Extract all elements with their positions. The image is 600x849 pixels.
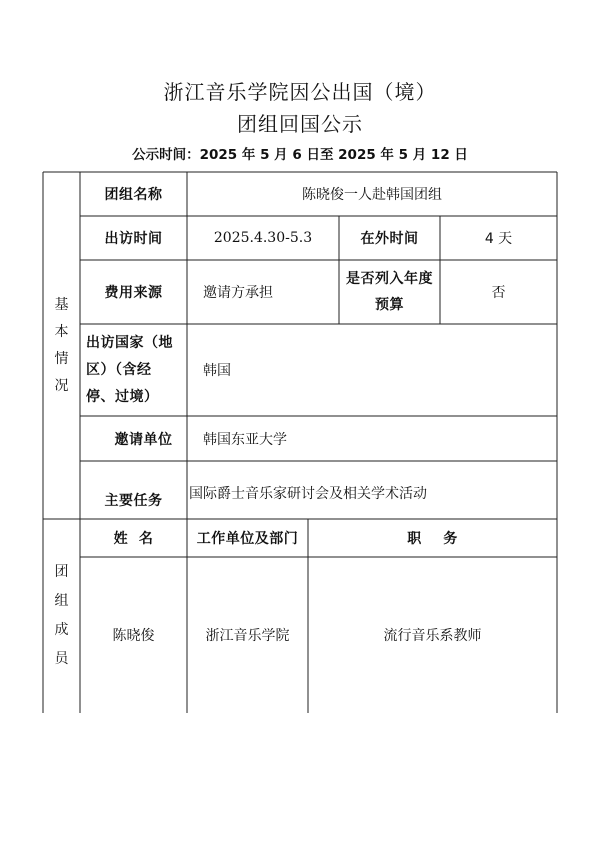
member-header-name: 姓 名 xyxy=(113,531,154,547)
task-value: 国际爵士音乐家研讨会及相关学术活动 xyxy=(189,486,427,502)
section-char: 成 xyxy=(54,622,69,638)
section-char: 团 xyxy=(54,564,69,580)
section-char: 况 xyxy=(54,377,69,394)
member-unit: 浙江音乐学院 xyxy=(205,628,290,644)
budget-label xyxy=(339,260,440,324)
member-header-position: 职 务 xyxy=(407,531,458,547)
inviter-value: 韩国东亚大学 xyxy=(203,431,287,448)
section-char: 员 xyxy=(54,651,69,667)
abroad-time-label: 在外时间 xyxy=(360,231,419,247)
section-char: 基 xyxy=(54,296,69,313)
cost-source-label: 费用来源 xyxy=(104,285,163,301)
country-label xyxy=(80,324,187,416)
member-name: 陈晓俊 xyxy=(112,628,155,644)
group-name-label: 团组名称 xyxy=(104,187,163,203)
country-label-line2: 区）（含经 xyxy=(86,361,152,378)
country-label-line1: 出访国家（地 xyxy=(86,334,173,351)
visit-time-label: 出访时间 xyxy=(104,231,163,247)
section-char: 组 xyxy=(54,593,69,609)
task-label: 主要任务 xyxy=(104,492,163,509)
page-title-line2: 团组回国公示 xyxy=(237,112,363,136)
country-value: 韩国 xyxy=(203,363,231,379)
section-char: 情 xyxy=(54,350,69,367)
visit-time-value: 2025.4.30-5.3 xyxy=(213,230,313,246)
cost-source-value: 邀请方承担 xyxy=(203,285,273,301)
publish-time: 公示时间：2025 年 5 月 6 日至 2025 年 5 月 12 日 xyxy=(132,147,468,163)
country-label-line3: 停、过境） xyxy=(86,388,159,405)
section-label-members xyxy=(43,519,80,713)
group-name-value: 陈晓俊一人赴韩国团组 xyxy=(302,187,442,203)
section-char: 本 xyxy=(54,323,69,340)
budget-label-line1: 是否列入年度 xyxy=(346,271,433,287)
page-title-line1: 浙江音乐学院因公出国（境） xyxy=(163,80,437,104)
budget-value: 否 xyxy=(491,285,506,301)
inviter-label: 邀请单位 xyxy=(114,431,173,448)
member-header-unit: 工作单位及部门 xyxy=(196,531,299,547)
abroad-time-value: 4 天 xyxy=(484,231,513,247)
member-position: 流行音乐系教师 xyxy=(383,628,482,644)
section-label-basic xyxy=(43,172,80,519)
budget-label-line2: 预算 xyxy=(375,297,404,313)
